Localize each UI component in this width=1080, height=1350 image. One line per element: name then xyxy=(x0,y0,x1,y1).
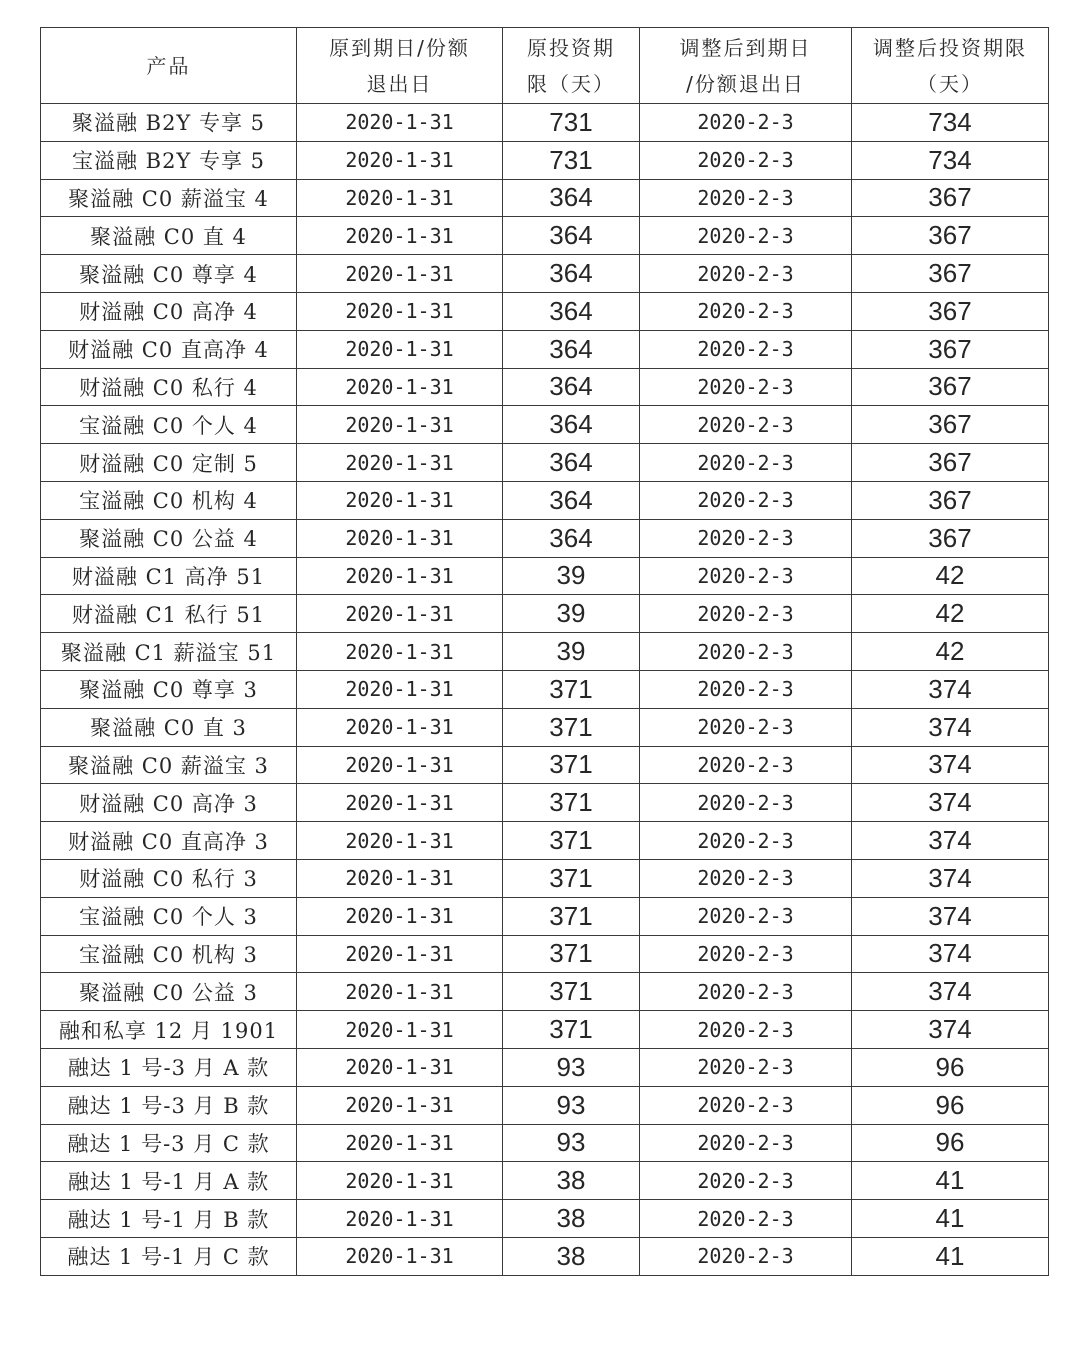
original-term-cell: 93 xyxy=(503,1048,640,1086)
adjusted-term-cell: 367 xyxy=(852,519,1049,557)
original-term-cell: 93 xyxy=(503,1124,640,1162)
product-name-cell: 聚溢融 C0 直 3 xyxy=(41,708,297,746)
original-term-cell: 364 xyxy=(503,481,640,519)
adjusted-maturity-date-cell: 2020-2-3 xyxy=(640,746,852,784)
adjusted-maturity-date-cell: 2020-2-3 xyxy=(640,1048,852,1086)
product-name-cell: 聚溢融 C0 薪溢宝 4 xyxy=(41,179,297,217)
product-name-cell: 聚溢融 C0 直 4 xyxy=(41,217,297,255)
table-row xyxy=(41,1124,1049,1162)
adjusted-maturity-date-cell: 2020-2-3 xyxy=(640,519,852,557)
original-term-cell: 371 xyxy=(503,784,640,822)
original-maturity-date-cell: 2020-1-31 xyxy=(297,141,503,179)
header-original-term-line1: 原投资期 xyxy=(527,35,615,60)
table-row xyxy=(41,1237,1049,1275)
adjusted-maturity-date-cell: 2020-2-3 xyxy=(640,557,852,595)
table-row xyxy=(41,1011,1049,1049)
original-term-cell: 371 xyxy=(503,935,640,973)
adjusted-maturity-date-cell: 2020-2-3 xyxy=(640,104,852,142)
adjusted-maturity-date-cell: 2020-2-3 xyxy=(640,1237,852,1275)
product-name-cell: 融达 1 号-1 月 C 款 xyxy=(41,1237,297,1275)
adjusted-term-cell: 41 xyxy=(852,1237,1049,1275)
original-term-cell: 731 xyxy=(503,141,640,179)
table-row xyxy=(41,557,1049,595)
adjusted-term-cell: 41 xyxy=(852,1162,1049,1200)
original-term-cell: 364 xyxy=(503,406,640,444)
original-term-cell: 364 xyxy=(503,217,640,255)
header-adjusted-maturity-date xyxy=(640,28,852,104)
original-term-cell: 371 xyxy=(503,822,640,860)
product-name-cell: 融和私享 12 月 1901 xyxy=(41,1011,297,1049)
original-term-cell: 38 xyxy=(503,1162,640,1200)
original-maturity-date-cell: 2020-1-31 xyxy=(297,406,503,444)
table-row xyxy=(41,1048,1049,1086)
original-maturity-date-cell: 2020-1-31 xyxy=(297,935,503,973)
original-maturity-date-cell: 2020-1-31 xyxy=(297,557,503,595)
original-maturity-date-cell: 2020-1-31 xyxy=(297,519,503,557)
original-term-cell: 731 xyxy=(503,104,640,142)
table-row xyxy=(41,330,1049,368)
table-row xyxy=(41,973,1049,1011)
original-maturity-date-cell: 2020-1-31 xyxy=(297,330,503,368)
table-row xyxy=(41,708,1049,746)
adjusted-maturity-date-cell: 2020-2-3 xyxy=(640,406,852,444)
original-term-cell: 93 xyxy=(503,1086,640,1124)
adjusted-term-cell: 41 xyxy=(852,1200,1049,1238)
product-term-table xyxy=(40,27,1049,1276)
table-row xyxy=(41,746,1049,784)
product-name-cell: 财溢融 C0 高净 3 xyxy=(41,784,297,822)
header-original-maturity-date-line2: 退出日 xyxy=(366,71,433,96)
adjusted-term-cell: 42 xyxy=(852,557,1049,595)
original-maturity-date-cell: 2020-1-31 xyxy=(297,784,503,822)
product-name-cell: 财溢融 C1 高净 51 xyxy=(41,557,297,595)
adjusted-maturity-date-cell: 2020-2-3 xyxy=(640,179,852,217)
original-maturity-date-cell: 2020-1-31 xyxy=(297,179,503,217)
adjusted-term-cell: 374 xyxy=(852,1011,1049,1049)
adjusted-maturity-date-cell: 2020-2-3 xyxy=(640,670,852,708)
table-row xyxy=(41,368,1049,406)
header-adjusted-maturity-date-line2: /份额退出日 xyxy=(686,71,805,96)
original-maturity-date-cell: 2020-1-31 xyxy=(297,481,503,519)
adjusted-maturity-date-cell: 2020-2-3 xyxy=(640,935,852,973)
adjusted-term-cell: 367 xyxy=(852,217,1049,255)
adjusted-maturity-date-cell: 2020-2-3 xyxy=(640,292,852,330)
adjusted-term-cell: 367 xyxy=(852,179,1049,217)
adjusted-maturity-date-cell: 2020-2-3 xyxy=(640,822,852,860)
product-name-cell: 宝溢融 B2Y 专享 5 xyxy=(41,141,297,179)
original-term-cell: 364 xyxy=(503,519,640,557)
original-term-cell: 371 xyxy=(503,670,640,708)
adjusted-term-cell: 42 xyxy=(852,633,1049,671)
original-term-cell: 364 xyxy=(503,255,640,293)
product-name-cell: 财溢融 C0 私行 3 xyxy=(41,859,297,897)
adjusted-maturity-date-cell: 2020-2-3 xyxy=(640,859,852,897)
table-header xyxy=(41,28,1049,104)
original-maturity-date-cell: 2020-1-31 xyxy=(297,973,503,1011)
table-row xyxy=(41,633,1049,671)
product-name-cell: 聚溢融 C1 薪溢宝 51 xyxy=(41,633,297,671)
original-term-cell: 364 xyxy=(503,444,640,482)
adjusted-term-cell: 374 xyxy=(852,897,1049,935)
adjusted-term-cell: 734 xyxy=(852,141,1049,179)
table-row xyxy=(41,1086,1049,1124)
original-term-cell: 371 xyxy=(503,708,640,746)
header-product xyxy=(41,28,297,104)
adjusted-maturity-date-cell: 2020-2-3 xyxy=(640,141,852,179)
table-row xyxy=(41,670,1049,708)
original-maturity-date-cell: 2020-1-31 xyxy=(297,1162,503,1200)
original-maturity-date-cell: 2020-1-31 xyxy=(297,633,503,671)
product-name-cell: 财溢融 C0 直高净 4 xyxy=(41,330,297,368)
table-row xyxy=(41,179,1049,217)
header-adjusted-maturity-date-line1: 调整后到期日 xyxy=(679,35,812,60)
product-name-cell: 融达 1 号-1 月 B 款 xyxy=(41,1200,297,1238)
adjusted-term-cell: 374 xyxy=(852,973,1049,1011)
original-maturity-date-cell: 2020-1-31 xyxy=(297,1048,503,1086)
adjusted-maturity-date-cell: 2020-2-3 xyxy=(640,973,852,1011)
table-row xyxy=(41,1162,1049,1200)
product-name-cell: 宝溢融 C0 机构 3 xyxy=(41,935,297,973)
table-row xyxy=(41,217,1049,255)
table-body xyxy=(41,104,1049,1276)
adjusted-term-cell: 367 xyxy=(852,444,1049,482)
product-name-cell: 聚溢融 C0 薪溢宝 3 xyxy=(41,746,297,784)
table-row xyxy=(41,481,1049,519)
table-row xyxy=(41,822,1049,860)
table-row xyxy=(41,104,1049,142)
product-name-cell: 聚溢融 B2Y 专享 5 xyxy=(41,104,297,142)
original-maturity-date-cell: 2020-1-31 xyxy=(297,255,503,293)
table-row xyxy=(41,141,1049,179)
product-term-table-container xyxy=(40,27,1048,1276)
product-name-cell: 财溢融 C0 私行 4 xyxy=(41,368,297,406)
adjusted-maturity-date-cell: 2020-2-3 xyxy=(640,897,852,935)
product-name-cell: 融达 1 号-3 月 B 款 xyxy=(41,1086,297,1124)
original-term-cell: 364 xyxy=(503,179,640,217)
original-term-cell: 364 xyxy=(503,292,640,330)
adjusted-term-cell: 374 xyxy=(852,746,1049,784)
product-name-cell: 融达 1 号-3 月 C 款 xyxy=(41,1124,297,1162)
header-original-term xyxy=(503,28,640,104)
adjusted-term-cell: 374 xyxy=(852,935,1049,973)
original-maturity-date-cell: 2020-1-31 xyxy=(297,104,503,142)
original-term-cell: 371 xyxy=(503,1011,640,1049)
product-name-cell: 财溢融 C0 直高净 3 xyxy=(41,822,297,860)
original-maturity-date-cell: 2020-1-31 xyxy=(297,1237,503,1275)
table-row xyxy=(41,784,1049,822)
table-row xyxy=(41,897,1049,935)
adjusted-term-cell: 367 xyxy=(852,368,1049,406)
table-row xyxy=(41,406,1049,444)
adjusted-term-cell: 367 xyxy=(852,481,1049,519)
adjusted-term-cell: 374 xyxy=(852,784,1049,822)
original-term-cell: 364 xyxy=(503,368,640,406)
adjusted-maturity-date-cell: 2020-2-3 xyxy=(640,255,852,293)
table-row xyxy=(41,292,1049,330)
adjusted-maturity-date-cell: 2020-2-3 xyxy=(640,217,852,255)
header-product-line1: 产品 xyxy=(146,53,191,78)
original-maturity-date-cell: 2020-1-31 xyxy=(297,822,503,860)
original-term-cell: 39 xyxy=(503,633,640,671)
adjusted-maturity-date-cell: 2020-2-3 xyxy=(640,1162,852,1200)
product-name-cell: 宝溢融 C0 个人 3 xyxy=(41,897,297,935)
table-row xyxy=(41,444,1049,482)
original-maturity-date-cell: 2020-1-31 xyxy=(297,897,503,935)
original-term-cell: 371 xyxy=(503,859,640,897)
product-name-cell: 融达 1 号-1 月 A 款 xyxy=(41,1162,297,1200)
original-term-cell: 38 xyxy=(503,1237,640,1275)
product-name-cell: 聚溢融 C0 尊享 4 xyxy=(41,255,297,293)
adjusted-maturity-date-cell: 2020-2-3 xyxy=(640,708,852,746)
adjusted-maturity-date-cell: 2020-2-3 xyxy=(640,368,852,406)
original-maturity-date-cell: 2020-1-31 xyxy=(297,1124,503,1162)
product-name-cell: 聚溢融 C0 公益 3 xyxy=(41,973,297,1011)
original-term-cell: 371 xyxy=(503,746,640,784)
product-name-cell: 财溢融 C0 定制 5 xyxy=(41,444,297,482)
original-maturity-date-cell: 2020-1-31 xyxy=(297,1200,503,1238)
header-row xyxy=(41,28,1049,104)
original-maturity-date-cell: 2020-1-31 xyxy=(297,292,503,330)
header-original-maturity-date-line1: 原到期日/份额 xyxy=(329,35,470,60)
header-adjusted-term-line1: 调整后投资期限 xyxy=(873,35,1027,60)
table-row xyxy=(41,519,1049,557)
adjusted-term-cell: 42 xyxy=(852,595,1049,633)
product-name-cell: 财溢融 C0 高净 4 xyxy=(41,292,297,330)
table-row xyxy=(41,595,1049,633)
adjusted-term-cell: 374 xyxy=(852,708,1049,746)
original-maturity-date-cell: 2020-1-31 xyxy=(297,1086,503,1124)
original-maturity-date-cell: 2020-1-31 xyxy=(297,670,503,708)
product-name-cell: 聚溢融 C0 尊享 3 xyxy=(41,670,297,708)
original-maturity-date-cell: 2020-1-31 xyxy=(297,708,503,746)
original-term-cell: 39 xyxy=(503,557,640,595)
adjusted-maturity-date-cell: 2020-2-3 xyxy=(640,784,852,822)
table-row xyxy=(41,1200,1049,1238)
adjusted-maturity-date-cell: 2020-2-3 xyxy=(640,1200,852,1238)
header-original-term-line2: 限（天） xyxy=(527,71,615,96)
product-name-cell: 财溢融 C1 私行 51 xyxy=(41,595,297,633)
product-name-cell: 宝溢融 C0 机构 4 xyxy=(41,481,297,519)
adjusted-term-cell: 367 xyxy=(852,255,1049,293)
product-name-cell: 聚溢融 C0 公益 4 xyxy=(41,519,297,557)
original-term-cell: 371 xyxy=(503,973,640,1011)
original-maturity-date-cell: 2020-1-31 xyxy=(297,1011,503,1049)
adjusted-term-cell: 367 xyxy=(852,292,1049,330)
original-maturity-date-cell: 2020-1-31 xyxy=(297,368,503,406)
adjusted-term-cell: 374 xyxy=(852,859,1049,897)
header-adjusted-term xyxy=(852,28,1049,104)
adjusted-term-cell: 96 xyxy=(852,1124,1049,1162)
original-term-cell: 39 xyxy=(503,595,640,633)
adjusted-maturity-date-cell: 2020-2-3 xyxy=(640,595,852,633)
adjusted-term-cell: 374 xyxy=(852,822,1049,860)
adjusted-term-cell: 367 xyxy=(852,330,1049,368)
adjusted-maturity-date-cell: 2020-2-3 xyxy=(640,481,852,519)
adjusted-maturity-date-cell: 2020-2-3 xyxy=(640,330,852,368)
product-name-cell: 宝溢融 C0 个人 4 xyxy=(41,406,297,444)
adjusted-maturity-date-cell: 2020-2-3 xyxy=(640,1011,852,1049)
adjusted-term-cell: 367 xyxy=(852,406,1049,444)
original-term-cell: 371 xyxy=(503,897,640,935)
original-maturity-date-cell: 2020-1-31 xyxy=(297,746,503,784)
adjusted-term-cell: 374 xyxy=(852,670,1049,708)
table-row xyxy=(41,255,1049,293)
original-maturity-date-cell: 2020-1-31 xyxy=(297,595,503,633)
original-maturity-date-cell: 2020-1-31 xyxy=(297,217,503,255)
original-maturity-date-cell: 2020-1-31 xyxy=(297,859,503,897)
adjusted-maturity-date-cell: 2020-2-3 xyxy=(640,1124,852,1162)
product-name-cell: 融达 1 号-3 月 A 款 xyxy=(41,1048,297,1086)
table-row xyxy=(41,935,1049,973)
adjusted-term-cell: 96 xyxy=(852,1086,1049,1124)
original-term-cell: 364 xyxy=(503,330,640,368)
table-row xyxy=(41,859,1049,897)
original-term-cell: 38 xyxy=(503,1200,640,1238)
adjusted-maturity-date-cell: 2020-2-3 xyxy=(640,633,852,671)
header-original-maturity-date xyxy=(297,28,503,104)
adjusted-term-cell: 96 xyxy=(852,1048,1049,1086)
adjusted-term-cell: 734 xyxy=(852,104,1049,142)
header-adjusted-term-line2: （天） xyxy=(917,71,983,96)
original-maturity-date-cell: 2020-1-31 xyxy=(297,444,503,482)
adjusted-maturity-date-cell: 2020-2-3 xyxy=(640,1086,852,1124)
adjusted-maturity-date-cell: 2020-2-3 xyxy=(640,444,852,482)
